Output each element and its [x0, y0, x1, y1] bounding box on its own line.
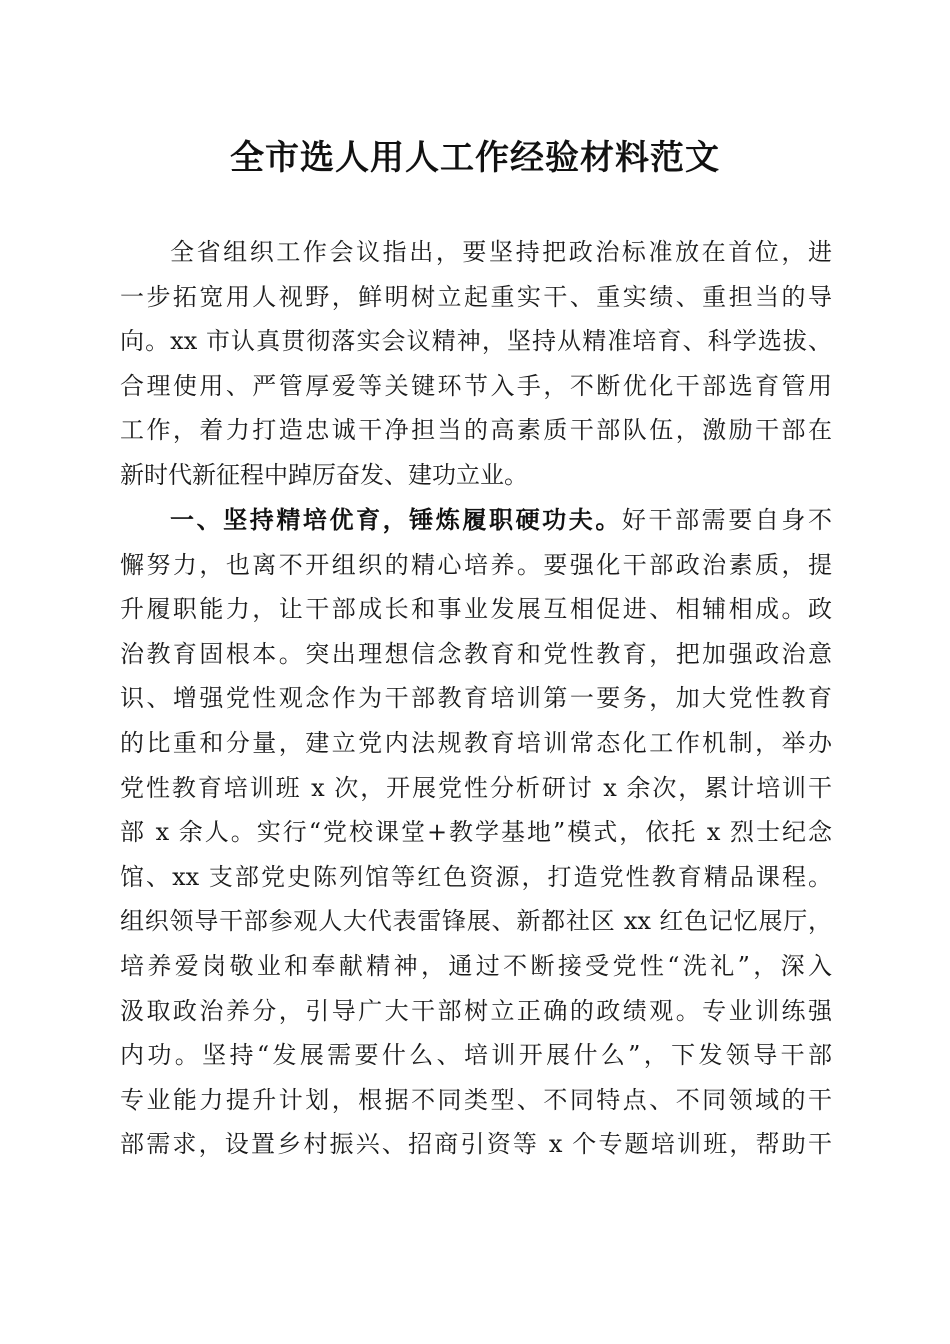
paragraph-line: 合理使用、严管厚爱等关键环节入手，不断优化干部选育管用 [120, 371, 832, 400]
paragraph-line: 组织领导干部参观人大代表雷锋展、新都社区 xx 红色记忆展厅， [120, 907, 832, 936]
paragraph-line: 工作，着力打造忠诚干净担当的高素质干部队伍，激励干部在 [120, 416, 832, 445]
paragraph-line: 的比重和分量，建立党内法规教育培训常态化工作机制，举办 [120, 728, 832, 757]
paragraph-line: 新时代新征程中踔厉奋发、建功立业。 [120, 460, 528, 489]
paragraph-line: 升履职能力，让干部成长和事业发展互相促进、相辅相成。政 [120, 595, 832, 624]
paragraph-line: 部需求，设置乡村振兴、招商引资等 x 个专题培训班，帮助干 [120, 1130, 832, 1159]
section-1-first-line-text: 好干部需要自身不 [621, 506, 833, 534]
paragraph-line: 专业能力提升计划，根据不同类型、不同特点、不同领域的干 [120, 1085, 832, 1114]
paragraph-line: 党性教育培训班 x 次，开展党性分析研讨 x 余次，累计培训干 [120, 773, 832, 802]
paragraph-line: 懈努力，也离不开组织的精心培养。要强化干部政治素质，提 [120, 550, 832, 579]
paragraph-line: 全省组织工作会议指出，要坚持把政治标准放在首位，进 [170, 238, 832, 266]
section-1-first-line [120, 498, 832, 543]
paragraph-line: 治教育固根本。突出理想信念教育和党性教育，把加强政治意 [120, 639, 832, 668]
section-1-heading: 一、坚持精培优育，锤炼履职硬功夫。 [170, 505, 622, 534]
paragraph-line: 一步拓宽用人视野，鲜明树立起重实干、重实绩、重担当的导 [120, 282, 832, 311]
paragraph-line: 识、增强党性观念作为干部教育培训第一要务，加大党性教育 [120, 684, 832, 713]
paragraph-line: 部 x 余人。实行“党校课堂+教学基地”模式，依托 x 烈士纪念 [120, 818, 832, 847]
section-1-paragraph [120, 498, 832, 1167]
document-title: 全市选人用人工作经验材料范文 [230, 138, 720, 178]
paragraph-line: 馆、xx 支部党史陈列馆等红色资源，打造党性教育精品课程。 [120, 862, 832, 891]
paragraph-line: 培养爱岗敬业和奉献精神，通过不断接受党性“洗礼”，深入 [120, 951, 832, 980]
intro-paragraph [120, 230, 832, 498]
paragraph-line: 内功。坚持“发展需要什么、培训开展什么”，下发领导干部 [120, 1041, 832, 1070]
paragraph-line: 汲取政治养分，引导广大干部树立正确的政绩观。专业训练强 [120, 996, 832, 1025]
paragraph-line: 向。xx 市认真贯彻落实会议精神，坚持从精准培育、科学选拔、 [120, 327, 832, 356]
